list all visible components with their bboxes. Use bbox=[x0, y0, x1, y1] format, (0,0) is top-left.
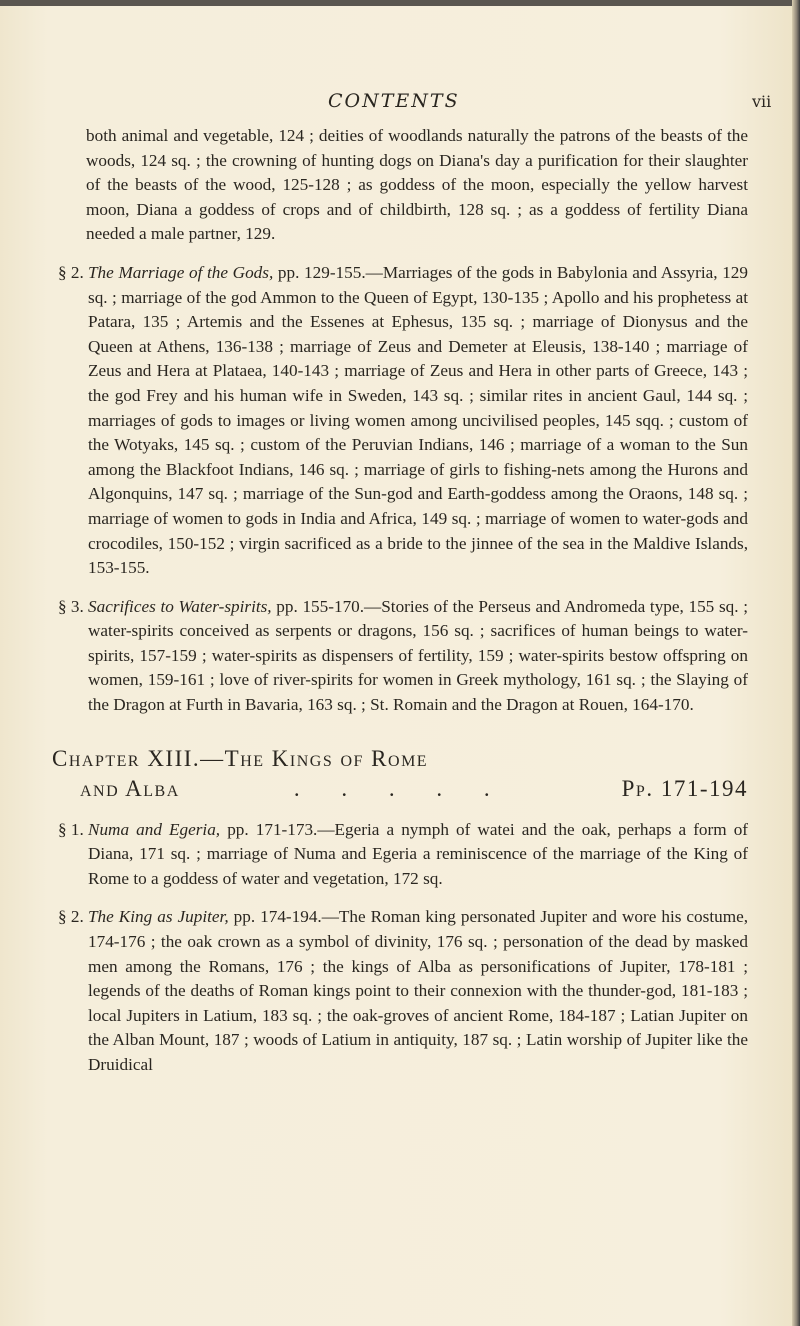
section-title: Numa and Egeria, bbox=[88, 819, 221, 839]
section-title: The King as Jupiter, bbox=[88, 907, 229, 927]
section-body: pp. 129-155.—Marriages of the gods in Babylonia and Assyria, 129 sq. ; marriage of the god Ammon to the Queen of Egypt, 130-135 ; Apollo and his prophetess at Patara, 135 ; Artemis and the Essenes at Ephesus, 135 sq. ; marriage of Dionysus and the Queen at Athens, 136-138 ; marriage of Zeus and Demeter at Eleusis, 138-140 ; marriage of Zeus and Hera at Plataea, 140-143 ; marriage of Zeus and Hera in other parts of Greece, 143 ; the god Frey and his human wife in Sweden, 143 sq. ; similar rites in ancient Gaul, 144 sq. ; marriages of gods to images or living women among uncivilised peoples, 145 sqq. ; custom of the Wotyaks, 145 sq. ; custom of the Peruvian Indians, 146 ; marriage of a woman to the Sun among the Blackfoot Indians, 146 sq. ; marriage of girls to fishing-nets among the Hurons and Algonquins, 147 sq. ; marriage of the Sun-god and Earth-goddess among the Oraons, 148 sq. ; marriage of women to gods in India and Africa, 149 sq. ; marriage of women to water-gods and crocodiles, 150-152 ; virgin sacrificed as a bride to the jinnee of the sea in the Maldive Islands, 153-155. bbox=[88, 262, 748, 578]
section-body: pp. 174-194.—The Roman king personated Jupiter and wore his costume, 174-176 ; the oak crown as a symbol of divinity, 176 sq. ; personation of the dead by masked men among the Romans, 176 ; the kings of Alba as personifications of Jupiter, 178-181 ; legends of the deaths of Roman kings point to their connexion with the thunder-god, 181-183 ; local Jupiters in Latium, 183 sq. ; the oak-groves of ancient Rome, 184-187 ; Latian Jupiter on the Alban Mount, 187 ; woods of Latium in antiquity, 187 sq. ; Latin worship of Jupiter like the Druidical bbox=[88, 907, 748, 1074]
page-number: vii bbox=[752, 92, 772, 111]
section-text bbox=[88, 595, 748, 718]
section-body: pp. 155-170.—Stories of the Perseus and Andromeda type, 155 sq. ; water-spirits conceived as serpents or dragons, 156 sq. ; sacrifices of human beings to water-spirits, 157-159 ; water-spirits as dispensers of fertility, 159 ; water-spirits bestow offspring on women, 159-161 ; love of river-spirits for women in Greek mythology, 161 sq. ; the Slaying of the Dragon at Furth in Bavaria, 163 sq. ; St. Romain and the Dragon at Rouen, 164-170. bbox=[88, 596, 748, 715]
section-entry bbox=[58, 595, 748, 718]
section-entry bbox=[58, 261, 748, 581]
chapter-title: Chapter XIII.—The Kings of Rome bbox=[52, 745, 429, 771]
page-header bbox=[0, 90, 800, 120]
chapter-subtitle: and Alba bbox=[80, 775, 180, 801]
section-number: § 3. bbox=[58, 596, 84, 616]
leader-dots: . . . . . bbox=[293, 775, 508, 801]
section-title: Sacrifices to Water-spirits, bbox=[88, 596, 272, 616]
scan-edge-right bbox=[792, 0, 800, 1326]
scan-edge-top bbox=[0, 0, 800, 6]
section-number: § 2. bbox=[58, 262, 84, 282]
contents-body bbox=[52, 124, 749, 1078]
section-number: § 1. bbox=[58, 819, 84, 839]
section-body: pp. 171-173.—Egeria a nymph of watei and the oak, perhaps a form of Diana, 171 sq. ; marriage of Numa and Egeria a reminiscence of the marriage of the King of Rome to a goddess of water and vegetation, 172 sq. bbox=[88, 819, 749, 888]
section-entry bbox=[58, 818, 748, 892]
chapter-title-line2 bbox=[52, 774, 748, 804]
section-text bbox=[88, 818, 748, 892]
chapter-heading bbox=[52, 744, 748, 804]
section-title: The Marriage of the Gods, bbox=[88, 262, 274, 282]
section-text bbox=[88, 261, 748, 581]
section-number: § 2. bbox=[58, 907, 84, 927]
running-head: CONTENTS bbox=[328, 90, 460, 112]
chapter-pages: Pp. 171-194 bbox=[621, 775, 748, 801]
continuation-paragraph: both animal and vegetable, 124 ; deities of woodlands naturally the patrons of the beasts of the woods, 124 sq. ; the crowning of hunting dogs on Diana's day a purification for their slaughter of the beasts of the wood, 125-128 ; as goddess of the moon, especially the yellow harvest moon, Diana a goddess of crops and of childbirth, 128 sq. ; as a goddess of fertility Diana needed a male partner, 129. bbox=[86, 126, 748, 244]
section-text bbox=[88, 905, 748, 1077]
section-entry bbox=[58, 905, 748, 1077]
